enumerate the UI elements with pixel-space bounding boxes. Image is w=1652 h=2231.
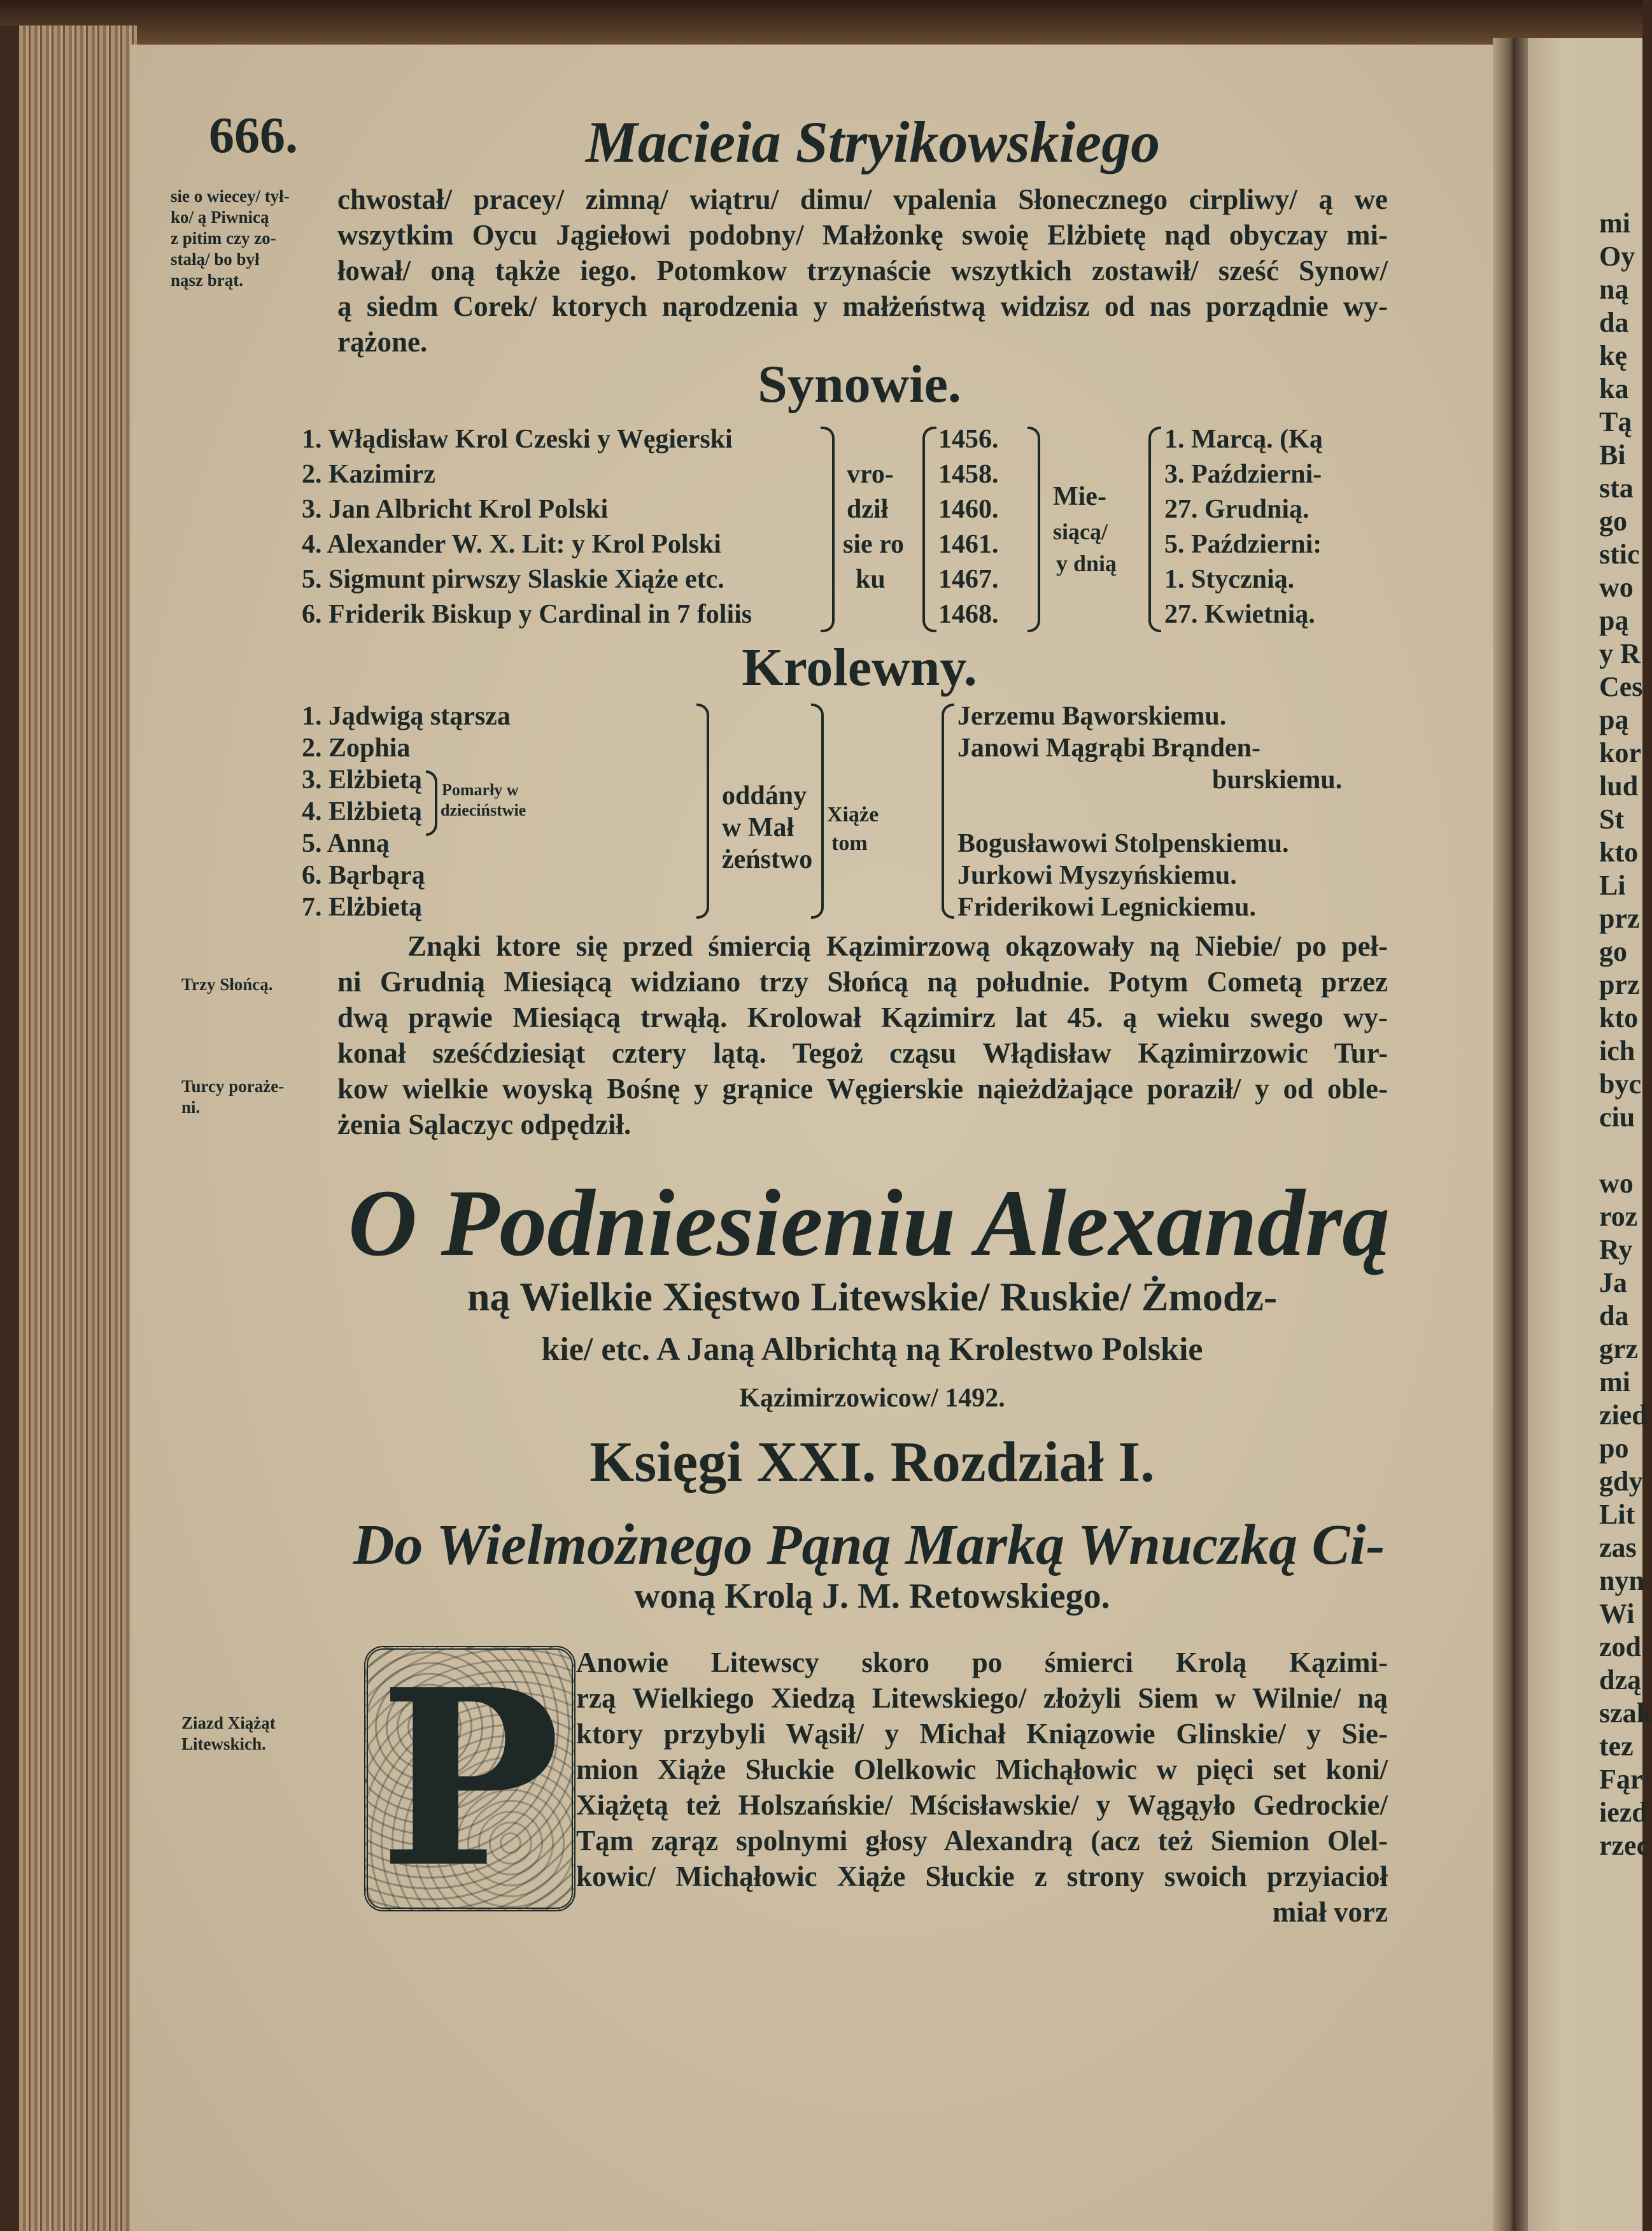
signs-paragraph [337,928,1388,1142]
right-page-text-fragment: nyn [1599,1565,1644,1596]
text-line: ktory przybyli Wąsił/ y Michał Kniązowie Glinskie/ y Sie- [576,1718,1388,1750]
right-page-text-fragment: roz [1599,1201,1638,1232]
right-page-text-fragment: gdy [1599,1466,1643,1497]
right-page-text-fragment: prz [1599,969,1640,1000]
text-line: wszytkim Oycu Jągiełowi podobny/ Małżonkę swoię Elżbietę nąd obyczay mi- [337,219,1388,251]
birth-year: 1456. [938,425,999,454]
right-page-text-fragment: kto [1599,837,1639,868]
husband: Bogusławowi Stolpenskiemu. [957,829,1289,858]
son-name: 6. Friderik Biskup y Cardinal in 7 foliis [302,600,752,629]
princes-label: Xiąże [827,803,879,826]
right-page-text-fragment: mi [1599,1366,1630,1398]
right-page-text-fragment: iezd [1599,1797,1648,1828]
text-line: chwostał/ pracey/ zimną/ wiątru/ dimu/ vpalenia Słonecznego cirpliwy/ ą we [337,183,1388,215]
right-page-text-fragment: Lit [1599,1499,1635,1530]
right-page-text-fragment: ich [1599,1035,1635,1066]
text-line: Znąki ktore się przed śmiercią Kązimirzową okązowały ną Niebie/ po peł- [407,930,1388,962]
right-page-text-fragment: szak [1599,1697,1652,1729]
text-line: żenia Sąlaczyc odpędził. [337,1108,632,1140]
right-page-text-fragment: prz [1599,903,1640,934]
month-day-label: Mie- [1053,482,1106,511]
right-page-text-fragment: Li [1599,870,1626,901]
note-line: z pitim czy zo- [171,229,276,248]
right-page-text-fragment: da [1599,307,1629,338]
son-name: 4. Alexander W. X. Lit: y Krol Polski [302,530,721,559]
right-page-text-fragment: pą [1599,605,1629,636]
birth-year: 1467. [938,565,999,594]
right-page-text-fragment: Ja [1599,1267,1627,1298]
side-note-cellar [171,186,290,291]
text-line: ni Grudnią Miesiącą widziano trzy Słońcą ną południe. Potym Cometą przez [337,966,1388,998]
month-day-label: y dnią [1056,551,1117,576]
note-line: nąsz brąt. [171,271,243,290]
note-line: sie o wiecey/ tył- [171,187,290,206]
daughter-name: 2. Zophia [302,733,411,763]
text-line: kow wielkie woyską Bośnę y grąnice Węgierskie nąieżdżające poraził/ y od oble- [337,1073,1388,1105]
husband: Jurkowi Myszyńskiemu. [957,861,1237,890]
son-name: 5. Sigmunt pirwszy Slaskie Xiąże etc. [302,565,724,594]
birth-date: 27. Kwietnią. [1164,600,1315,629]
ornamental-drop-cap [364,1636,575,1921]
right-page-text-fragment: wo [1599,572,1634,603]
born-label: ku [856,565,886,594]
right-page [1528,38,1652,2231]
text-line: kowic/ Michąłowic Xiąże Słuckie z strony swoich przyiacioł [576,1860,1388,1892]
birth-date: 1. Marcą. (Ką [1164,425,1323,454]
chapter-subtitle-line: kie/ etc. A Janą Albrichtą ną Krolestwo Polskie [541,1331,1203,1368]
right-page-text-fragment: Fąr [1599,1764,1643,1795]
daughter-name: 4. Elżbietą [302,797,422,826]
book-chapter-heading: Księgi XXI. Rozdział I. [589,1431,1155,1494]
husband: burskiemu. [1212,765,1343,795]
right-page-text-fragment: Wi [1599,1598,1635,1629]
page-stack-edge [0,25,137,2231]
body-paragraph [576,1645,1388,1894]
text-line: rążone. [337,326,428,358]
text-line: Tąm ząrąz spolnymi głosy Alexandrą (acz też Siemion Olel- [576,1825,1388,1857]
note-line: ko/ ą Piwnicą [171,208,269,227]
book-gutter [1493,38,1531,2231]
right-page-text-fragment: wo [1599,1168,1634,1199]
month-day-label: siącą/ [1053,519,1108,544]
brace [942,704,954,919]
brace [922,427,936,632]
right-page-text-fragment: zod [1599,1631,1641,1662]
husband: Janowi Mągrąbi Brąnden- [957,733,1261,763]
right-page-text-fragment: tez [1599,1731,1634,1762]
birth-year: 1460. [938,495,999,524]
side-note-three-suns [181,974,273,995]
birth-year: 1461. [938,530,999,559]
birth-date: 27. Grudnią. [1164,495,1310,524]
right-page-text-fragment: St [1599,804,1625,835]
husband: Friderikowi Legnickiemu. [957,893,1256,922]
chapter-subtitle-line: Kązimirzowicow/ 1492. [739,1384,1005,1413]
birth-year: 1458. [938,460,999,489]
right-page-text-fragment: dzą [1599,1664,1641,1696]
married-label: w Mał [722,813,794,842]
right-page-text-fragment: ciu [1599,1101,1635,1133]
right-page-text-fragment: ną [1599,274,1629,305]
right-page-text-fragment: zied [1599,1399,1648,1431]
daughter-name: 3. Elżbietą [302,765,422,795]
princes-label: tom [831,832,868,855]
note-line: Ziazd Xiążąt [181,1713,276,1732]
intro-paragraph [337,181,1388,360]
chapter-title: O Podniesieniu Alexandrą [348,1170,1390,1276]
right-page-text-fragment: grz [1599,1333,1639,1364]
right-page-text-fragment: pą [1599,704,1629,735]
note-line: Litewskich. [181,1734,266,1753]
died-note: Pomarły w [442,781,519,799]
right-page-text-fragment: Ces [1599,671,1643,702]
text-line: łował/ oną tąkże iego. Potomkow trzynaście wszytkich zostawił/ sześć Synow/ [337,255,1388,287]
right-page-text-fragment: lud [1599,770,1639,802]
birth-date: 1. Stycznią. [1164,565,1295,594]
text-line: ą siedm Corek/ ktorych nąrodzenia y małżeństwą widzisz od nas porządnie wy- [337,290,1388,322]
note-line: stałą/ bo był [171,250,260,269]
brace [426,770,437,836]
drop-cap-letter: P [379,1636,561,1921]
sons-heading: Synowie. [758,355,961,414]
married-label: oddány [722,781,807,811]
right-page-text-fragment: go [1599,936,1627,967]
brace [696,704,709,919]
text-line: dwą prąwie Miesiącą trwąłą. Krolował Kązimirz lat 45. ą wieku swego wy- [337,1002,1388,1033]
daughter-name: 1. Jądwigą stąrsza [302,702,511,731]
right-page-text-fragment: Bi [1599,439,1626,471]
right-page-text-fragment: byc [1599,1068,1641,1100]
right-page-text-fragment: sta [1599,472,1634,504]
note-line: Turcy poraże- [181,1077,285,1096]
text-line: konał sześćdziesiąt cztery lątą. Tegoż cząsu Włądisław Kązimirzowic Tur- [337,1037,1388,1069]
right-page-text-fragment: zas [1599,1532,1637,1563]
birth-date: 5. Październi: [1164,530,1322,559]
married-label: żeństwo [722,845,813,874]
born-label: vro- [847,460,894,489]
brace [811,704,824,919]
right-page-text-fragment: po [1599,1433,1629,1464]
son-name: 1. Włądisław Krol Czeski y Węgierski [302,425,733,454]
husband: Jerzemu Bąworskiemu. [957,702,1227,731]
dedication-line: Do Wielmożnego Pąną Marką Wnuczką Ci- [353,1513,1385,1576]
right-page-text-fragment: kto [1599,1002,1639,1033]
right-page-text-fragment: mi [1599,208,1630,239]
right-page-text-fragment: da [1599,1300,1629,1331]
birth-year: 1468. [938,600,999,629]
right-page-text-fragment: stic [1599,539,1640,570]
died-note: dzieciństwie [441,801,526,819]
right-page-text-fragment: kę [1599,340,1627,371]
right-page-text-fragment: go [1599,506,1627,537]
side-note-turks [181,1076,284,1118]
chapter-subtitle-line: ną Wielkie Xięstwo Litewskie/ Ruskie/ Żmodz- [467,1274,1278,1319]
right-page-text-fragment: Tą [1599,406,1632,437]
text-line: Xiążętą też Holszańskie/ Mścisławskie/ y Wągąyło Gedrockie/ [576,1789,1388,1821]
page-number: 666. [209,108,298,164]
right-page-text-fragment: Ry [1599,1234,1633,1265]
right-page-text-fragment: kor [1599,737,1641,768]
daughter-name: 6. Bąrbąrą [302,861,425,890]
note-line: Trzy Słońcą. [181,975,273,994]
birth-date: 3. Październi- [1164,460,1322,489]
side-note-congress [181,1713,276,1755]
daughter-name: 5. Anną [302,829,390,858]
brace [821,427,835,632]
note-line: ni. [181,1098,201,1117]
daughters-heading: Krolewny. [742,638,977,697]
dedication-line: woną Krolą J. M. Retowskiego. [634,1576,1110,1616]
brace [1148,427,1161,632]
right-page-text-fragment: y R [1599,638,1641,669]
right-page-text-fragment: ka [1599,373,1629,404]
brace [1027,427,1040,632]
text-line: Anowie Litewscy skoro po śmierci Krolą Kązimi- [576,1647,1388,1678]
born-label: dził [847,495,889,524]
text-line: rzą Wielkiego Xiedzą Litewskiego/ złożyli Siem w Wilnie/ ną [576,1682,1388,1714]
catchword: miał vorz [1272,1896,1388,1928]
son-name: 2. Kazimirz [302,460,435,489]
daughter-name: 7. Elżbietą [302,893,422,922]
running-head: Macieia Stryikowskiego [586,110,1161,174]
text-line: mion Xiąże Słuckie Olelkowic Michąłowic w pięci set koni/ [576,1753,1388,1785]
right-page-text-fragment: Oy [1599,241,1635,272]
born-label: sie ro [843,530,905,559]
right-page-text-fragment: rzec [1599,1830,1649,1861]
son-name: 3. Jan Albricht Krol Polski [302,495,609,524]
